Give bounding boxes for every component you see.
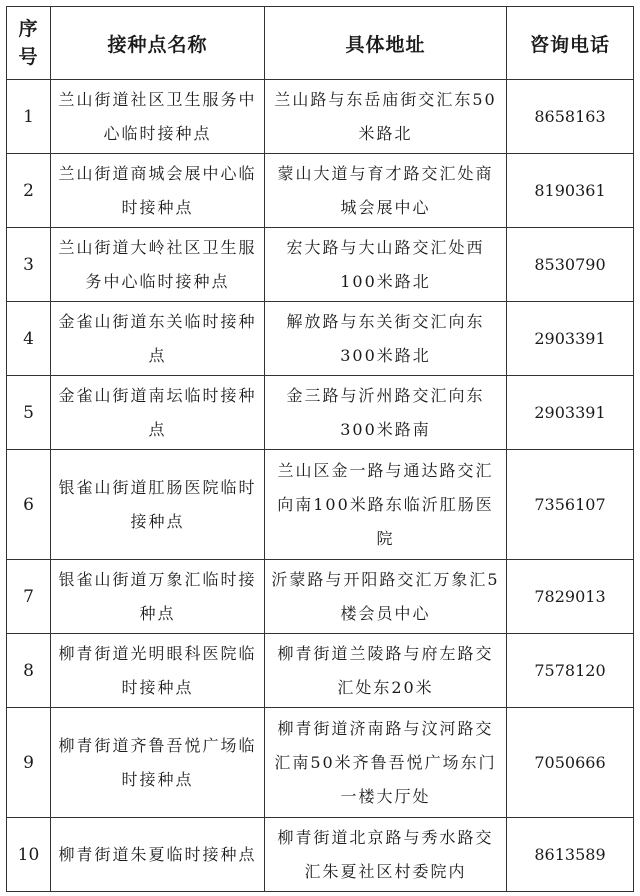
- site-name: 金雀山街道南坛临时接种点: [51, 376, 265, 450]
- header-address: 具体地址: [265, 7, 507, 80]
- site-phone: 8190361: [507, 154, 634, 228]
- table-header-row: [7, 7, 634, 80]
- table-row: [7, 450, 634, 560]
- row-no: 4: [7, 302, 51, 376]
- table-row: [7, 708, 634, 818]
- site-address: 兰山路与东岳庙街交汇东50米路北: [265, 80, 507, 154]
- site-name: 兰山街道商城会展中心临时接种点: [51, 154, 265, 228]
- header-name: 接种点名称: [51, 7, 265, 80]
- site-address: 金三路与沂州路交汇向东300米路南: [265, 376, 507, 450]
- row-no: 10: [7, 818, 51, 892]
- header-phone: 咨询电话: [507, 7, 634, 80]
- site-address: 沂蒙路与开阳路交汇万象汇5楼会员中心: [265, 560, 507, 634]
- table-row: [7, 154, 634, 228]
- site-address: 柳青街道济南路与汶河路交汇南50米齐鲁吾悦广场东门一楼大厅处: [265, 708, 507, 818]
- table-row: [7, 634, 634, 708]
- site-address: 柳青街道北京路与秀水路交汇朱夏社区村委院内: [265, 818, 507, 892]
- vaccination-sites-table: [6, 6, 634, 892]
- site-phone: 7050666: [507, 708, 634, 818]
- site-name: 柳青街道朱夏临时接种点: [51, 818, 265, 892]
- table-row: [7, 376, 634, 450]
- table-row: [7, 228, 634, 302]
- row-no: 3: [7, 228, 51, 302]
- row-no: 5: [7, 376, 51, 450]
- row-no: 6: [7, 450, 51, 560]
- row-no: 7: [7, 560, 51, 634]
- site-phone: 7356107: [507, 450, 634, 560]
- table-row: [7, 560, 634, 634]
- site-phone: 2903391: [507, 376, 634, 450]
- site-name: 银雀山街道万象汇临时接种点: [51, 560, 265, 634]
- site-phone: 7829013: [507, 560, 634, 634]
- site-name: 兰山街道大岭社区卫生服务中心临时接种点: [51, 228, 265, 302]
- site-name: 柳青街道齐鲁吾悦广场临时接种点: [51, 708, 265, 818]
- row-no: 2: [7, 154, 51, 228]
- site-phone: 8613589: [507, 818, 634, 892]
- site-name: 兰山街道社区卫生服务中心临时接种点: [51, 80, 265, 154]
- site-name: 银雀山街道肛肠医院临时接种点: [51, 450, 265, 560]
- header-no: 序号: [7, 7, 51, 80]
- table-row: [7, 302, 634, 376]
- table-row: [7, 80, 634, 154]
- site-address: 柳青街道兰陵路与府左路交汇处东20米: [265, 634, 507, 708]
- row-no: 8: [7, 634, 51, 708]
- site-name: 柳青街道光明眼科医院临时接种点: [51, 634, 265, 708]
- row-no: 9: [7, 708, 51, 818]
- site-phone: 2903391: [507, 302, 634, 376]
- site-address: 兰山区金一路与通达路交汇向南100米路东临沂肛肠医院: [265, 450, 507, 560]
- site-address: 解放路与东关街交汇向东300米路北: [265, 302, 507, 376]
- site-phone: 8530790: [507, 228, 634, 302]
- site-address: 蒙山大道与育才路交汇处商城会展中心: [265, 154, 507, 228]
- row-no: 1: [7, 80, 51, 154]
- site-address: 宏大路与大山路交汇处西100米路北: [265, 228, 507, 302]
- site-name: 金雀山街道东关临时接种点: [51, 302, 265, 376]
- table-row: [7, 818, 634, 892]
- site-phone: 7578120: [507, 634, 634, 708]
- site-phone: 8658163: [507, 80, 634, 154]
